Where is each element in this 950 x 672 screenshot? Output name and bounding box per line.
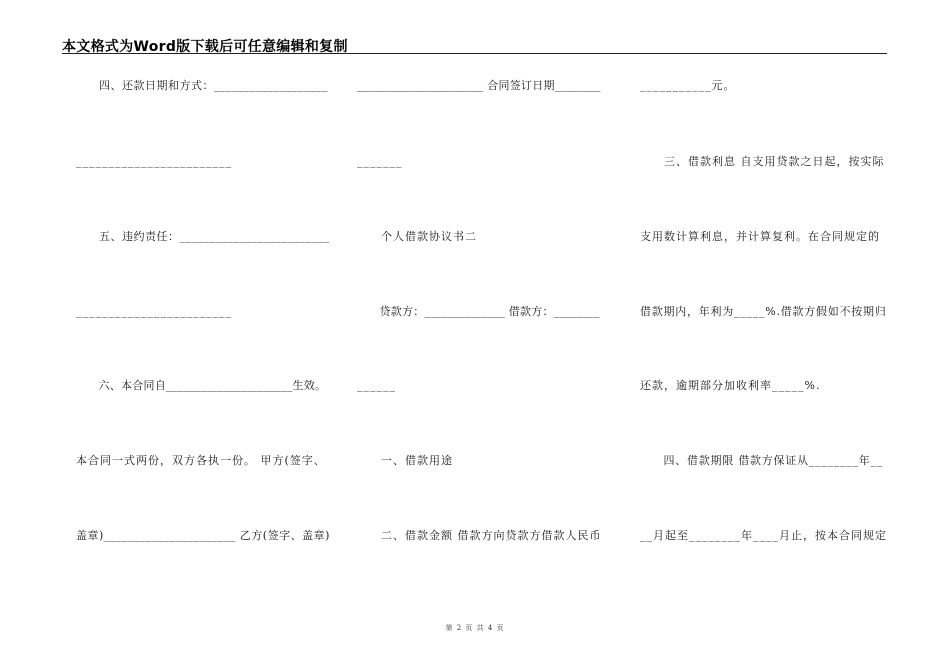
section-title: 个人借款协议书二 <box>357 230 477 243</box>
text-line: 三、借款利息 自支用贷款之日起，按实际 <box>640 155 885 168</box>
left-column <box>76 0 334 672</box>
text-line: __月起至________年____月止，按本合同规定 <box>640 529 887 542</box>
text-line: 还款，逾期部分加收利率_____%. <box>640 379 821 392</box>
text-line: 六、本合同自______________________生效。 <box>76 379 327 392</box>
text-line: ___________元。 <box>640 79 736 92</box>
text-line: 贷款方：______________ 借款方：________ <box>357 305 600 318</box>
text-line: 四、还款日期和方式：___________________ <box>76 79 328 92</box>
text-line: 盖章)______________________ 乙方(签字、盖章) <box>76 529 330 542</box>
right-column <box>640 0 888 672</box>
document-header-title: 本文格式为Word版下载后可任意编辑和复制 <box>62 39 348 55</box>
page-number: 第 2 页 共 4 页 <box>445 624 505 632</box>
text-line: ______ <box>357 379 396 392</box>
text-line: 二、借款金额 借款方向贷款方借款人民币 <box>357 529 602 542</box>
text-line: 支用数计算利息，并计算复利。在合同规定的 <box>640 230 880 243</box>
text-line: 本合同一式两份，双方各执一份。 甲方(签字、 <box>76 454 326 467</box>
text-line: _______ <box>357 155 403 168</box>
text-line: 四、借款期限 借款方保证从________年__ <box>640 454 883 467</box>
middle-column <box>357 0 607 672</box>
text-line: 五、违约责任：_________________________ <box>76 230 330 243</box>
text-line: 一、借款用途 <box>357 454 453 467</box>
text-line: ________________________ <box>76 155 232 168</box>
text-line: ______________________ 合同签订日期________ <box>357 79 601 92</box>
text-line: 借款期内，年利为_____%.借款方假如不按期归 <box>640 305 887 318</box>
text-line: ________________________ <box>76 305 232 318</box>
